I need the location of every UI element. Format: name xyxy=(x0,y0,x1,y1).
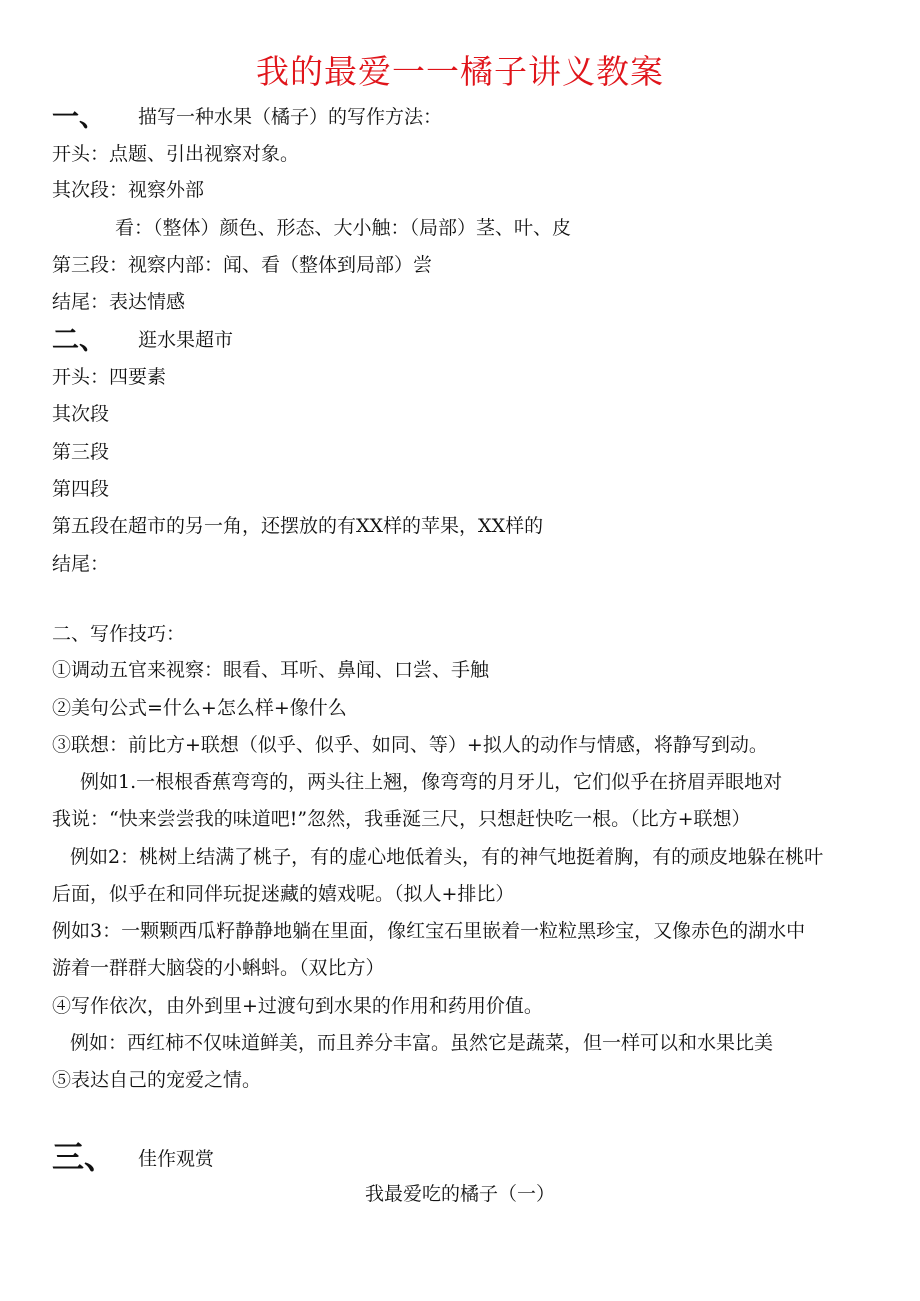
skills-line: ①调动五官来视察：眼看、耳听、鼻闻、口尝、手触 xyxy=(52,659,490,681)
section-2-line: 结尾： xyxy=(52,553,110,575)
section-2-heading xyxy=(52,320,233,364)
skills-line: 例如：西红柿不仅味道鲜美，而且养分丰富。虽然它是蔬菜，但一样可以和水果比美 xyxy=(70,1032,774,1054)
section-2-line: 开头：四要素 xyxy=(52,366,167,388)
skills-line: ④写作依次，由外到里+过渡句到水果的作用和药用价值。 xyxy=(52,995,543,1017)
section-3-title: 佳作观赏 xyxy=(138,1148,215,1170)
section-2-line: 第四段 xyxy=(52,478,110,500)
section-1-line: 第三段：视察内部：闻、看（整体到局部）尝 xyxy=(52,254,433,276)
section-3-heading xyxy=(52,1137,214,1183)
skills-heading: 二、写作技巧： xyxy=(52,623,186,645)
section-2-title: 逛水果超市 xyxy=(138,329,234,351)
section-1-heading xyxy=(52,97,442,141)
section-1-title: 描写一种水果（橘子）的写作方法： xyxy=(138,106,443,128)
section-1-line: 其次段：视察外部 xyxy=(52,179,205,201)
section-2-number: 二、 xyxy=(52,325,106,356)
section-2-line: 第三段 xyxy=(52,441,110,463)
section-3-number: 三、 xyxy=(52,1138,117,1176)
skills-line: 我说：“快来尝尝我的味道吧!”忽然，我垂涎三尺，只想赶快吃一根。（比方+联想） xyxy=(52,808,751,830)
skills-line: 游着一群群大脑袋的小蝌蚪。（双比方） xyxy=(52,957,385,979)
skills-line: ⑤表达自己的宠爱之情。 xyxy=(52,1069,262,1091)
essay-subtitle: 我最爱吃的橘子（一） xyxy=(364,1183,555,1205)
section-2-line: 第五段在超市的另一角，还摆放的有XX样的苹果，XX样的 xyxy=(52,515,544,537)
skills-line: ③联想：前比方+联想（似乎、似乎、如同、等）+拟人的动作与情感，将静写到动。 xyxy=(52,734,768,756)
section-2-line: 其次段 xyxy=(52,403,110,425)
skills-line: 例如1.一根根香蕉弯弯的，两头往上翘，像弯弯的月牙儿，它们似乎在挤眉弄眼地对 xyxy=(80,771,783,793)
skills-line: 后面，似乎在和同伴玩捉迷藏的嬉戏呢。（拟人+排比） xyxy=(52,883,515,905)
section-1-number: 一、 xyxy=(52,102,106,133)
document-title: 我的最爱一一橘子讲义教案 xyxy=(256,52,664,91)
section-1-line: 看：（整体）颜色、形态、大小触：（局部）茎、叶、皮 xyxy=(115,217,572,239)
section-1-line: 结尾：表达情感 xyxy=(52,291,186,313)
skills-line: ②美句公式=什么+怎么样+像什么 xyxy=(52,697,347,719)
section-1-line: 开头：点题、引出视察对象。 xyxy=(52,143,300,165)
skills-line: 例如3：一颗颗西瓜籽静静地躺在里面，像红宝石里嵌着一粒粒黑珍宝，又像赤色的湖水中 xyxy=(52,920,806,942)
skills-line: 例如2：桃树上结满了桃子，有的虚心地低着头，有的神气地挺着胸，有的顽皮地躲在桃叶 xyxy=(70,846,824,868)
